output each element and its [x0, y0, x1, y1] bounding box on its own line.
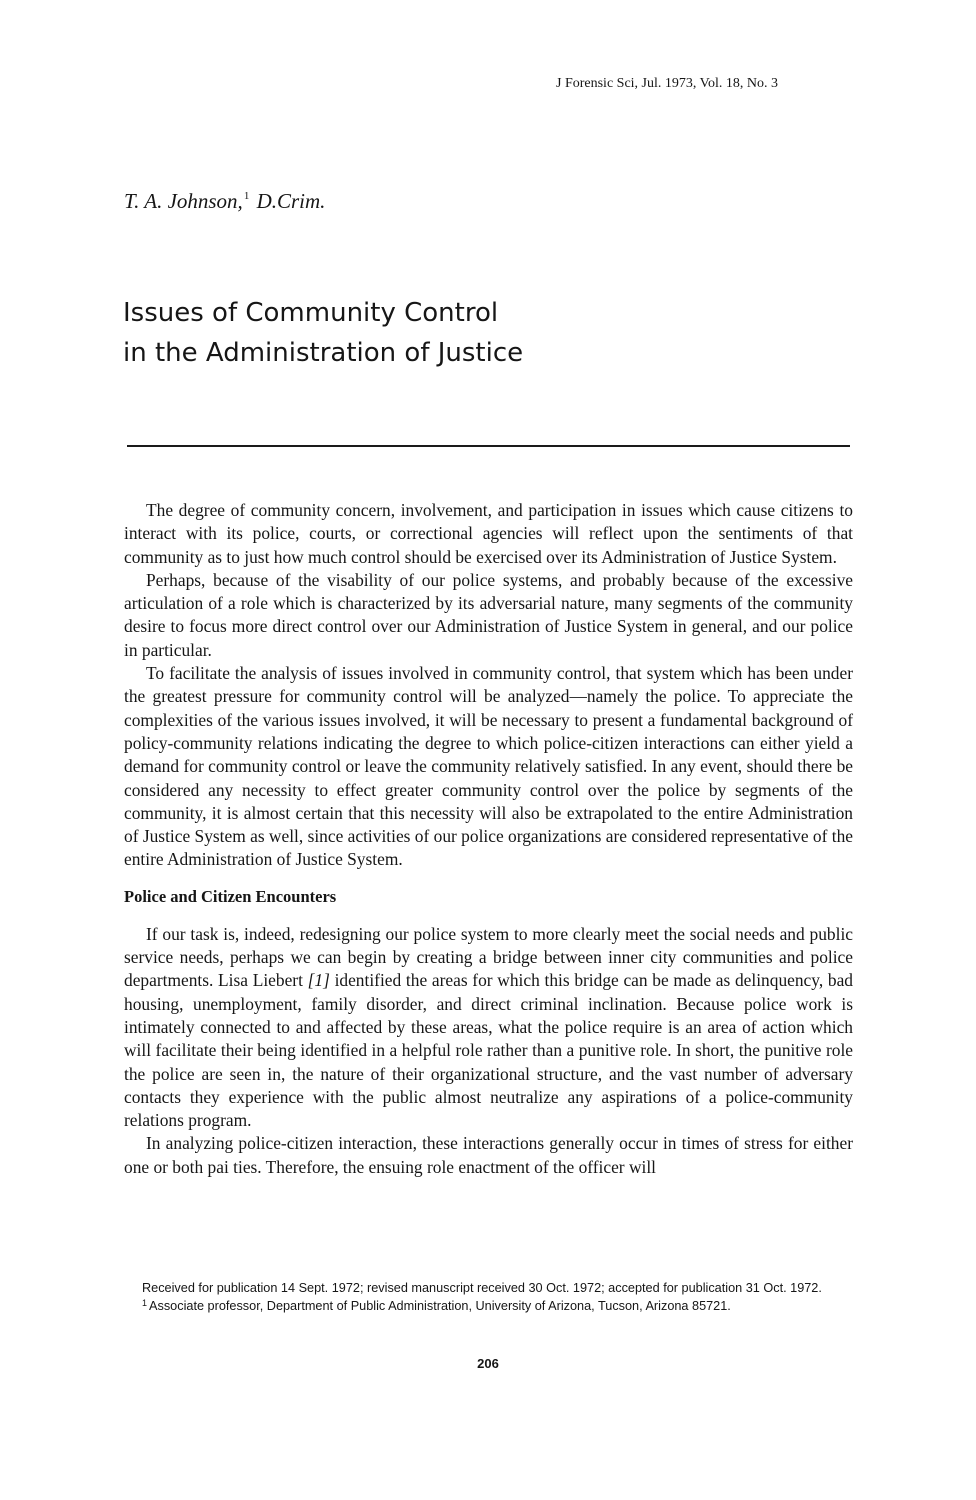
paragraph-5: In analyzing police-citizen interaction, these interactions generally occur in times of stress for either one or both pai ties. Therefore, the ensuing role enactment of the officer will: [124, 1133, 853, 1177]
article-title: [123, 293, 523, 373]
paragraph-3: To facilitate the analysis of issues involved in community control, that system which has been under the greatest pressure for community control will be analyzed—namely the police. To appreciate the complexities of the various issues involved, it will be necessary to present a fundamental background of policy-community relations indicating the degree to which police-citizen interactions can either yield a demand for community control or leave the community relatively satisfied. In any event, should there be considered any necessity to effect greater community control over the police by segments of the community, it is almost certain that this necessity will also be extrapolated to the entire Administration of Justice System as well, since activities of our police organizations are considered representative of the entire Administration of Justice System.: [124, 663, 853, 870]
title-line-1: Issues of Community Control: [123, 298, 499, 328]
affiliation-footnote: [124, 1296, 853, 1314]
received-footnote: Received for publication 14 Sept. 1972; revised manuscript received 30 Oct. 1972; accepted for publication 31 Oct. 1972.: [142, 1281, 822, 1295]
affiliation-footnote-marker: 1: [142, 1298, 148, 1308]
author-name: T. A. Johnson,: [124, 189, 243, 213]
page-number: 206: [477, 1356, 499, 1371]
section-heading: Police and Citizen Encounters: [124, 886, 337, 906]
author-line: [124, 189, 325, 214]
author-footnote-marker: 1: [243, 190, 250, 202]
paragraph-1: The degree of community concern, involvement, and participation in issues which cause citizens to interact with its police, courts, or correctional agencies will reflect upon the sentiments of that community as to just how much control should be exercised over its Administration of Justice System.: [124, 500, 853, 567]
author-degree: D.Crim.: [256, 189, 326, 213]
paragraph-4-text-b: identified the areas for which this bridge can be made as delinquency, bad housing, unemployment, family disorder, and direct criminal inclination. Because police work is intimately connected to and affected by these areas, what the police require is an area of action which will facilitate their being identified in a helpful role rather than a punitive role. In short, the punitive role the police are seen in, the nature of their organizational structure, and the vast number of adversary contacts they experience with the public almost neutralize any aspirations of a police-community relations program.: [124, 970, 853, 1131]
footnotes: [124, 1281, 853, 1314]
paragraph-4-text-a: If our task is, indeed, redesigning our police system to more clearly meet the social needs and public service needs, perhaps we can begin by creating a bridge between inner city communities and police departments. Lisa Liebert: [124, 923, 853, 991]
article-body: [124, 499, 853, 1179]
paragraph-4: [124, 923, 853, 1133]
journal-reference: J Forensic Sci, Jul. 1973, Vol. 18, No. 3: [556, 76, 778, 91]
title-divider: [127, 445, 850, 447]
affiliation-text: Associate professor, Department of Public Administration, University of Arizona, Tucson, Arizona 85721.: [149, 1299, 731, 1313]
title-line-2: in the Administration of Justice: [123, 338, 524, 368]
citation-reference: [1]: [307, 970, 330, 991]
paragraph-2: Perhaps, because of the visability of our police systems, and probably because of the excessive articulation of a role which is characterized by its adversarial nature, many segments of the community desire to focus more direct control over our Administration of Justice System in general, and our police in particular.: [124, 569, 853, 660]
